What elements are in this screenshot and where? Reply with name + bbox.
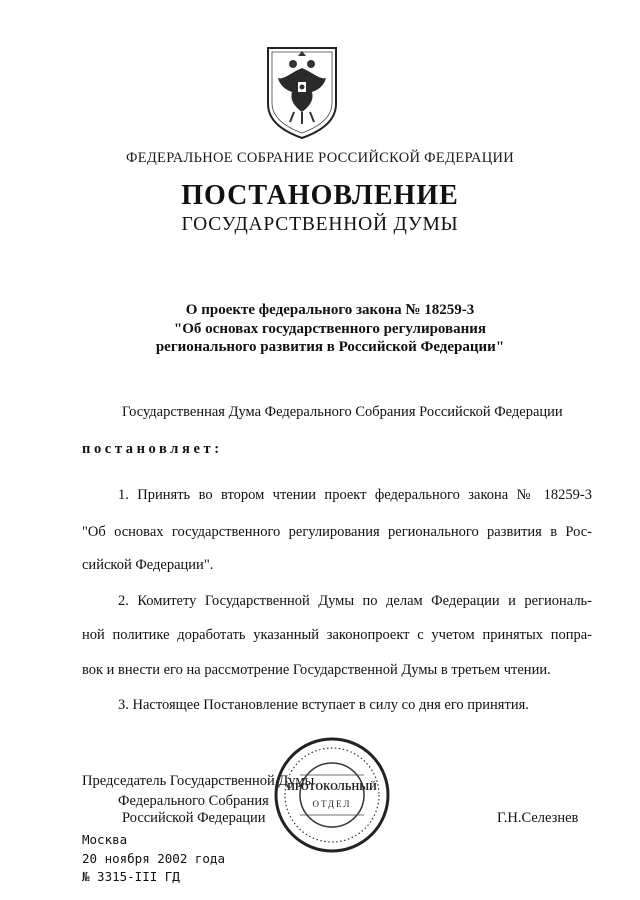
item-1-line-1: 1. Принять во втором чтении проект федерального закона № 18259-3 bbox=[118, 487, 592, 503]
signing-date: 20 ноября 2002 года bbox=[82, 851, 225, 866]
signature-title-line-3: Российской Федерации bbox=[122, 810, 266, 826]
official-stamp bbox=[272, 735, 392, 855]
organization-name: ФЕДЕРАЛЬНОЕ СОБРАНИЕ РОССИЙСКОЙ ФЕДЕРАЦИИ bbox=[125, 150, 515, 166]
heading-line-2: "Об основах государственного регулирования bbox=[173, 320, 487, 337]
coat-of-arms-emblem-icon bbox=[262, 42, 342, 142]
decree-word: постановляет: bbox=[82, 441, 223, 457]
document-subtitle: ГОСУДАРСТВЕННОЙ ДУМЫ bbox=[181, 214, 459, 235]
heading-line-1: О проекте федерального закона № 18259-3 bbox=[185, 302, 475, 318]
preamble-text: Государственная Дума Федерального Собрания Российской Федерации bbox=[122, 404, 563, 420]
item-1-line-2: "Об основах государственного регулирования регионального развития в Рос- bbox=[82, 524, 592, 540]
heading-line-3: регионального развития в Российской Федерации" bbox=[155, 339, 505, 355]
stamp-text-bottom: ОТДЕЛ bbox=[312, 799, 352, 809]
item-3-text: 3. Настоящее Постановление вступает в силу со дня его принятия. bbox=[118, 697, 529, 713]
item-1-line-3: сийской Федерации". bbox=[82, 557, 214, 573]
signatory-name: Г.Н.Селезнев bbox=[497, 810, 579, 826]
document-title: ПОСТАНОВЛЕНИЕ bbox=[181, 180, 459, 211]
place-of-signing: Москва bbox=[82, 832, 128, 847]
item-2-line-1: 2. Комитету Государственной Думы по делам Федерации и региональ- bbox=[118, 593, 592, 609]
signature-title-line-1: Председатель Государственной Думы bbox=[82, 773, 315, 789]
document-heading bbox=[0, 301, 640, 357]
document-number: № 3315-III ГД bbox=[82, 869, 180, 884]
stamp-text-top: ПРОТОКОЛЬНЫЙ bbox=[287, 782, 377, 793]
item-2-line-3: вок и внести его на рассмотрение Государственной Думы в третьем чтении. bbox=[82, 662, 551, 678]
signature-title-line-2: Федерального Собрания bbox=[118, 793, 269, 809]
item-2-line-2: ной политике доработать указанный законопроект с учетом принятых попра- bbox=[82, 627, 592, 643]
